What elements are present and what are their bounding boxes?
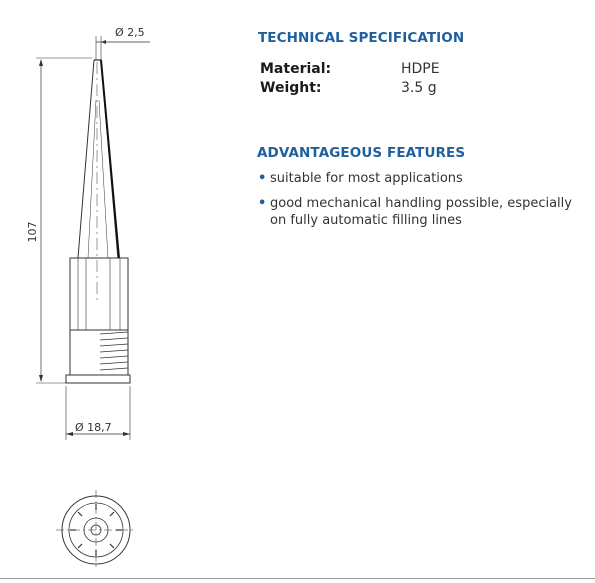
bullet-icon: • <box>258 196 267 211</box>
feature-text: good mechanical handling possible, especially on fully automatic filling lines <box>270 196 572 228</box>
list-item <box>258 170 588 187</box>
list-item <box>258 195 588 229</box>
bottom-divider <box>0 578 595 579</box>
spec-value: 3.5 g <box>401 80 437 96</box>
advantageous-features-heading: ADVANTAGEOUS FEATURES <box>257 145 466 161</box>
dim-base-diameter-label: Ø 18,7 <box>75 421 112 434</box>
dim-tip-diameter-label: Ø 2,5 <box>115 26 145 39</box>
feature-text: suitable for most applications <box>270 171 463 186</box>
bullet-icon: • <box>258 171 267 186</box>
spec-label: Material: <box>260 61 332 77</box>
features-list <box>258 170 588 237</box>
spec-value: HDPE <box>401 61 440 77</box>
spec-label: Weight: <box>260 80 322 96</box>
nozzle-technical-drawing <box>0 0 200 583</box>
dim-length-label: 107 <box>26 221 39 243</box>
technical-specification-heading: TECHNICAL SPECIFICATION <box>258 30 465 46</box>
